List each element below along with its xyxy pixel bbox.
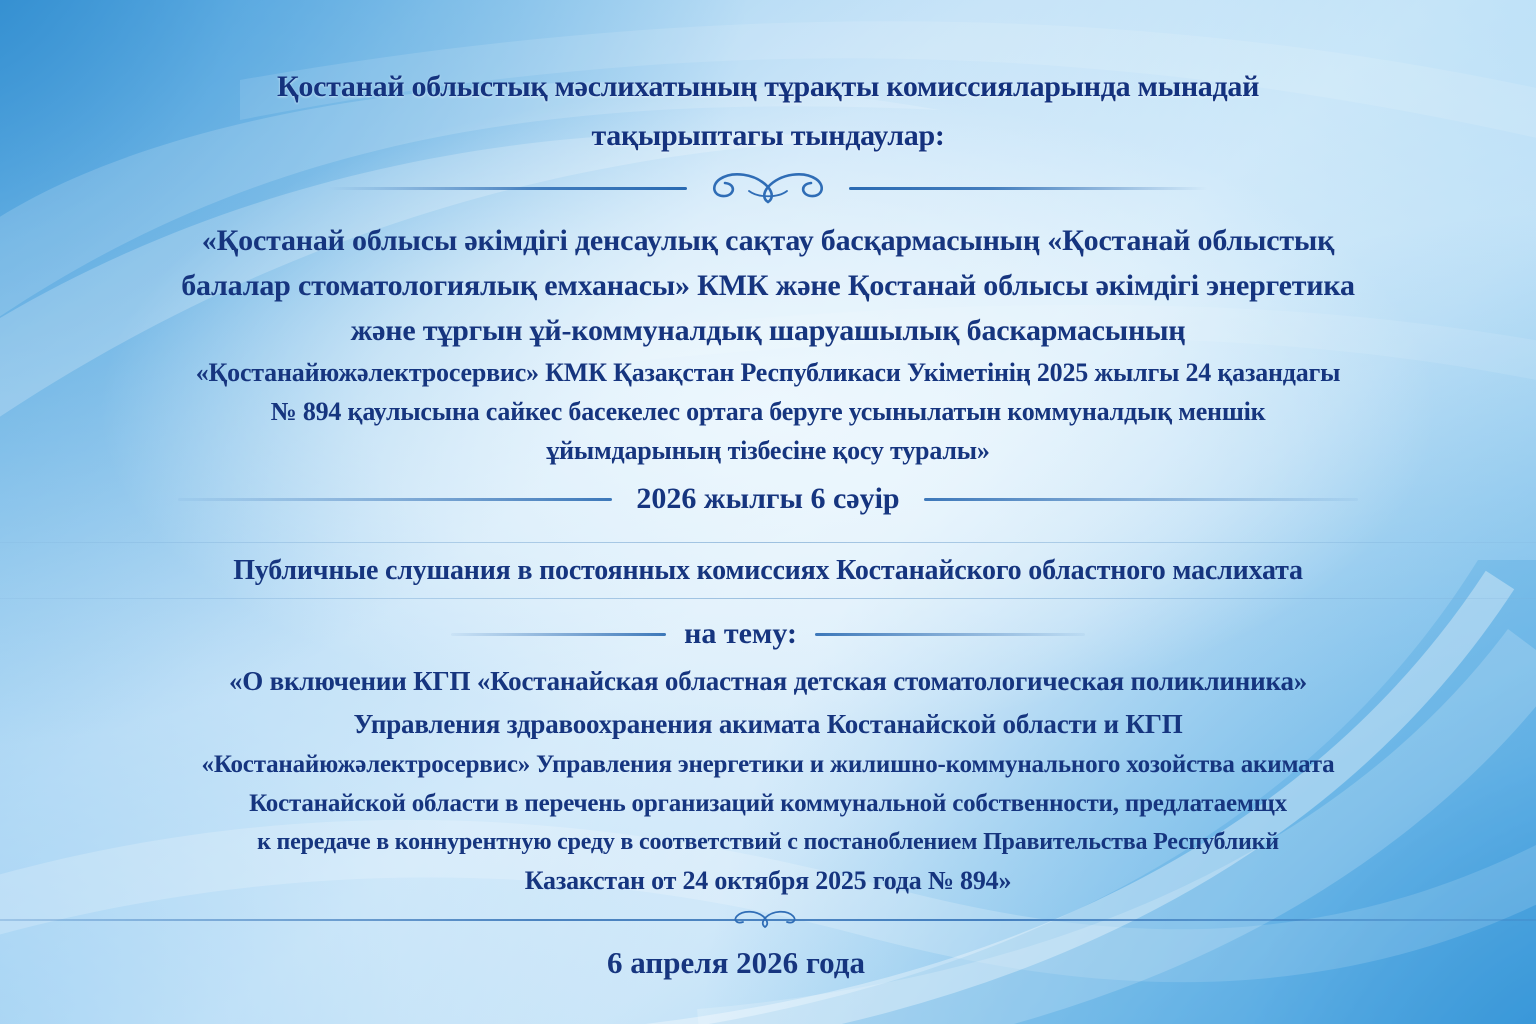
ru-body-line: к передаче в коннурентную среду в соответствий с постаноблением Правительства Республикй [257,829,1279,855]
topic-line-left [451,633,666,636]
ru-topic-row [438,617,1098,651]
ru-heading: Публичные слушания в постоянных комиссиях Костанайского областного маслихата [233,555,1303,586]
ru-announcement-text [68,659,1468,899]
ru-topic-label: на тему: [684,617,797,650]
kk-body-line: «Қостанайюжәлектросервис» КМК Қазақстан Республикаси Укіметінің 2025 жылгы 24 қазандагы [195,358,1341,387]
divider-line-left [328,187,687,190]
kk-body-line: № 894 қаулысына сайкес басекелес ортага беруге усынылатын коммуналдық меншік [270,397,1266,426]
kk-body-line: ұйымдарының тізбесіне қосу туралы» [546,436,990,465]
flourish-icon [693,170,843,206]
section-separator [0,598,1536,599]
kk-body-line: балалар стоматологиялық емханасы» КМК және Қостанай облысы әкімдігі энергетика [181,269,1355,302]
ru-body-line: «Костанайюжәлектросервис» Управления энергетики и жилишно-коммунального хозойства акимата [201,751,1335,778]
ru-body-line: Казакстан от 24 октября 2025 года № 894» [524,866,1012,895]
divider-line-right [849,187,1208,190]
ornament-divider [328,170,1208,206]
kk-hearing-date: 2026 жылгы 6 сәуір [636,482,900,515]
kk-body-line: және тұргын ұй-коммуналдық шаруашылық баскармасының [350,314,1186,347]
kk-title-line-1: Қостанай облыстық мәслихатының тұрақты комиссияларында мынадай [276,70,1260,103]
mini-flourish-icon [715,907,815,929]
ru-body-line: Костанайской области в перечень организаций коммунальной собственности, предлатаемщх [249,790,1287,817]
bottom-ornament-divider [0,907,1536,929]
kk-title-line-2: тақырыптагы тындаулар: [591,119,945,152]
kk-body-line: «Қостанай облысы әкімдігі денсаулық сақтау басқармасының «Қостанай облыстық [201,224,1335,257]
section-separator [0,542,1536,543]
kk-announcement-text [58,218,1478,470]
ru-hearing-date: 6 апреля 2026 года [607,945,865,980]
kk-title [158,62,1378,160]
date-line-right [924,498,1358,501]
ru-body-line: «О включении КГП «Костанайская областная детская стоматологическая поликлиника» [228,666,1308,696]
kk-date-row [178,482,1358,516]
date-line-left [178,498,612,501]
topic-line-right [815,633,1085,636]
ru-body-line: Управления здравоохранения акимата Костанайской области и КГП [353,709,1183,739]
